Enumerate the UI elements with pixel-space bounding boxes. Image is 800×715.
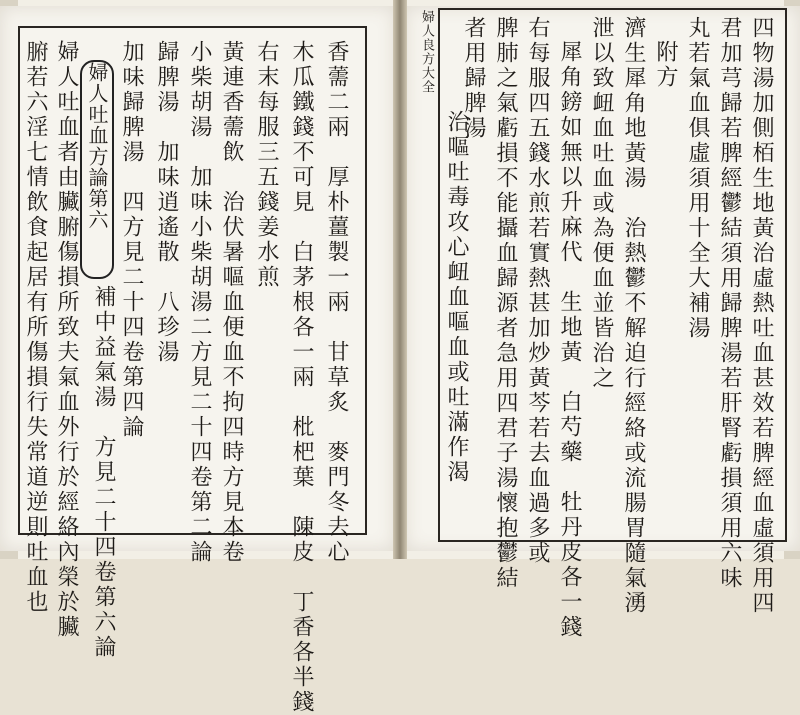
right-col-8: 右每服四五錢水煎若實熱甚加炒黃芩若去血過多或 xyxy=(525,16,550,566)
left-col-7: 加味歸脾湯 四方見二十四卷第四論 xyxy=(119,40,144,440)
left-body-col-1: 婦人吐血者由臟腑傷損所致夫氣血外行於經絡內榮於臟 xyxy=(54,40,79,640)
section-title-box xyxy=(80,60,114,279)
right-col-1: 四物湯加側栢生地黃治虛熱吐血甚效若脾經血虛須用四 xyxy=(749,16,774,616)
right-col-5: 濟生犀角地黃湯 治熱鬱不解迫行經絡或流腸胃隨氣湧 xyxy=(621,16,646,616)
left-col-5: 小柴胡湯 加味小柴胡湯二方見二十四卷第二論 xyxy=(187,40,212,565)
right-col-2: 君加芎歸若脾經鬱結須用歸脾湯若肝腎虧損須用六味 xyxy=(717,16,742,591)
right-col-3: 丸若氣血俱虛須用十全大補湯 xyxy=(685,16,710,341)
left-col-8: 補中益氣湯 方見二十四卷第六論 xyxy=(91,285,116,660)
right-col-11: 治嘔吐毒攻心衄血嘔血或吐滿作渴 xyxy=(444,110,469,485)
right-col-9: 脾肺之氣虧損不能攝血歸源者急用四君子湯懷抱鬱結 xyxy=(493,16,518,591)
left-col-2: 木瓜鐵錢不可見 白茅根各一兩 枇杷葉 陳皮 丁香各半錢 xyxy=(289,40,314,715)
left-col-3: 右末每服三五錢姜水煎 xyxy=(254,40,279,290)
right-margin-note: 婦人良方大全 xyxy=(419,10,434,94)
right-col-4: 附方 xyxy=(653,40,678,90)
right-col-6: 泄以致衄血吐血或為便血並皆治之 xyxy=(589,16,614,391)
left-body-col-2: 腑若六淫七情飲食起居有所傷損行失常道逆則吐血也 xyxy=(23,40,48,615)
right-col-10: 者用歸脾湯 xyxy=(461,16,486,141)
section-title: 婦人吐血方論第六 xyxy=(85,62,109,230)
left-col-1: 香薷二兩 厚朴薑製一兩 甘草炙 麥門冬去心 xyxy=(324,40,349,565)
left-col-6: 歸脾湯 加味逍遙散 八珍湯 xyxy=(154,40,179,365)
right-col-7: 犀角鎊如無以升麻代 生地黃 白芍藥 牡丹皮各一錢 xyxy=(557,40,582,640)
left-col-4: 黃連香薷飲 治伏暑嘔血便血不拘四時方見本卷 xyxy=(219,40,244,565)
book-gutter xyxy=(393,0,407,559)
